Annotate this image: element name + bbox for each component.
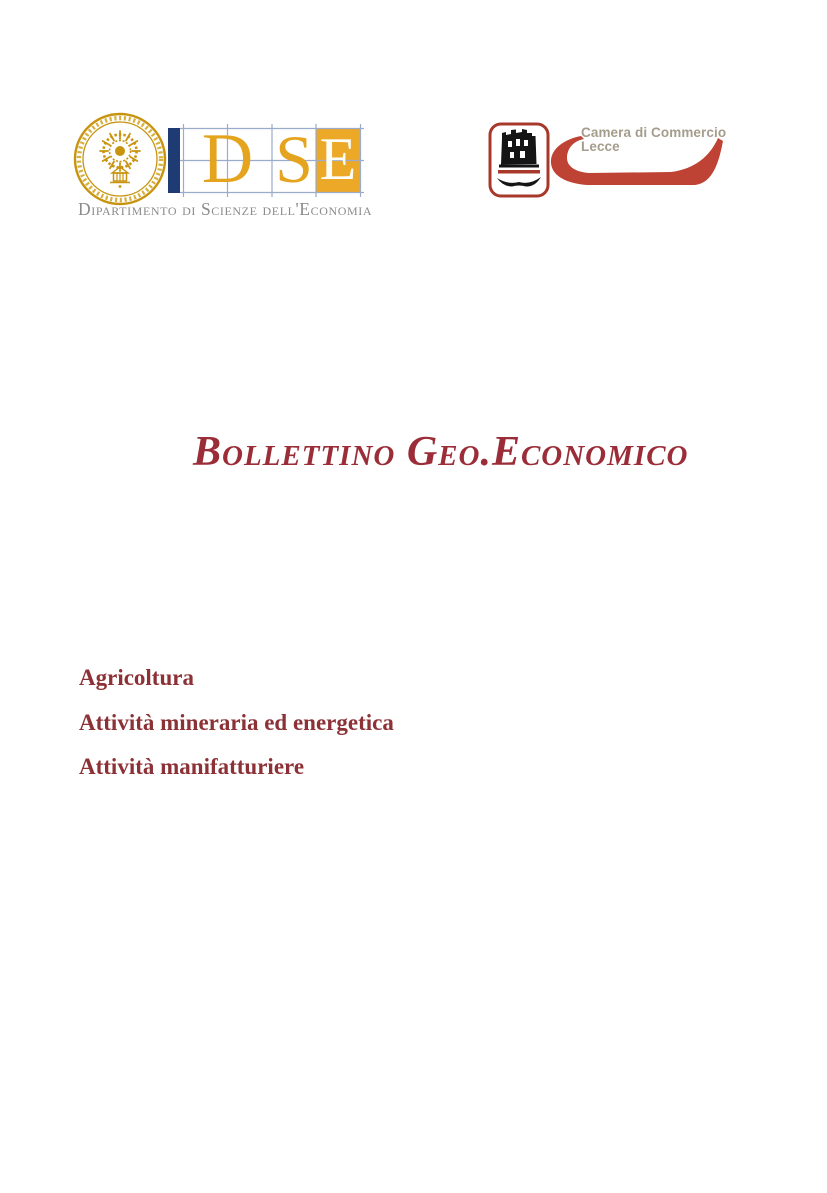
document-title: Bollettino Geo.Economico (193, 429, 689, 475)
topic-attivita-mineraria: Attività mineraria ed energetica (79, 709, 394, 735)
dse-letter-s: S (275, 121, 313, 197)
camera-commercio-label-line1: Camera di Commercio (581, 125, 727, 140)
topics-list (79, 664, 394, 798)
university-seal-icon (72, 111, 168, 207)
dse-letter-d: D (201, 120, 254, 198)
topic-attivita-manifatturiere: Attività manifatturiere (79, 754, 305, 779)
camera-commercio-label (581, 126, 751, 153)
castle-icon (488, 122, 550, 198)
dse-letter-e: E (319, 126, 357, 192)
camera-commercio-label-line2: Lecce (581, 138, 620, 154)
dse-navy-bar (168, 128, 180, 193)
dse-caption: Dipartimento di Scienze dell'Economia (78, 199, 373, 219)
topic-agricoltura: Agricoltura (79, 665, 194, 690)
